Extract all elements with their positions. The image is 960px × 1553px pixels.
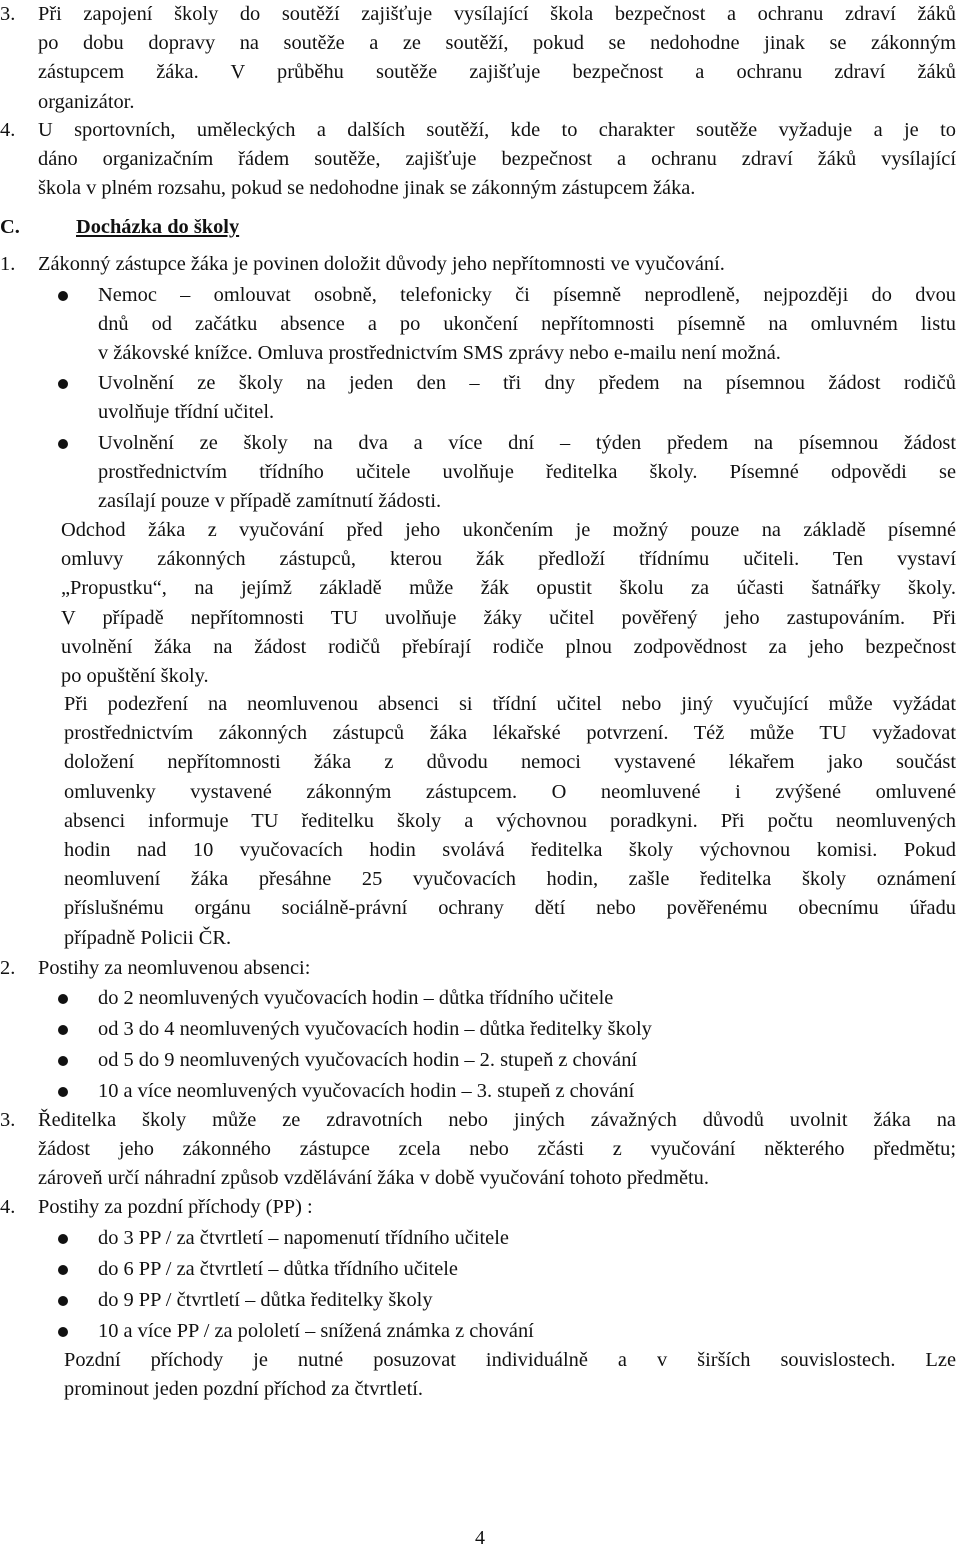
bullet-item [0,1286,960,1316]
bullet-text: do 9 PP / čtvrtletí – důtka ředitelky školy [98,1289,433,1311]
page-number: 4 [475,1527,485,1549]
text-line: absenci informuje TU ředitelku školy a výchovnou poradkyni. Při počtu neomluvených [64,809,956,832]
paragraph [98,369,956,427]
bullet-item [0,1077,960,1107]
text-line: prominout jeden pozdní příchod za čtvrtletí. [64,1378,423,1401]
list-number: 3. [0,1109,16,1131]
bullet-icon [58,1327,68,1337]
text-line: uvolnění žáka na žádost rodičů přebírají rodiče plnou zodpovědnost za jeho bezpečnost [61,635,956,658]
text-line: organizátor. [38,90,135,113]
text-line: U sportovních, uměleckých a dalších soutěží, kde to charakter soutěže vyžaduje a je to [38,119,956,141]
text-line: Při podezření na neomluvenou absenci si třídní učitel nebo jiný vyučující může vyžádat [64,693,956,715]
text-line: dnů od začátku absence a po ukončení nepřítomnosti písemně na omluvném listu [98,313,956,336]
bullet-item [0,984,960,1014]
text-line: Nemoc – omlouvat osobně, telefonicky či písemně neprodleně, nejpozději do dvou [98,284,956,306]
bullet-icon [58,1296,68,1306]
text-line: Pozdní příchody je nutné posuzovat individuálně a v širších souvislostech. Lze [64,1349,956,1371]
bullet-item [0,1224,960,1254]
bullet-text: do 6 PP / za čtvrtletí – důtka třídního učitele [98,1258,458,1280]
text-line: prostřednictvím zákonných zástupců žáka lékařské potvrzení. Též může TU vyžadovat [64,722,956,745]
list-number: 2. [0,957,16,979]
text-line: „Propustku“, na jejímž základě může žák opustit školu za účasti šatnářky školy. [61,577,956,600]
text-line: hodin nad 10 vyučovacích hodin svolává ředitelka školy výchovnou komisi. Pokud [64,839,956,862]
bullet-text: do 3 PP / za čtvrtletí – napomenutí třídního učitele [98,1227,509,1249]
paragraph [38,1106,956,1194]
paragraph [98,281,956,369]
bullet-icon [58,1056,68,1066]
bullet-item [0,1015,960,1045]
bullet-item [0,1317,960,1347]
bullet-item [0,1046,960,1076]
text-line: v žákovské knížce. Omluva prostřednictvím SMS zprávy nebo e-mailu není možná. [98,342,781,365]
text-line: Uvolnění ze školy na jeden den – tři dny předem na písemnou žádost rodičů [98,372,956,394]
bullet-icon [58,1087,68,1097]
text-line: Ředitelka školy může ze zdravotních nebo jiných závažných důvodů uvolnit žáka na [38,1109,956,1131]
text-line: omluvy zákonných zástupců, kterou žák předloží třídnímu učiteli. Ten vystaví [61,548,956,571]
text-line: zároveň určí náhradní způsob vzdělávání žáka v době vyučování tohoto předmětu. [38,1167,709,1190]
paragraph-pozdni [64,1346,956,1404]
paragraph-podezreni [64,690,956,953]
paragraph [38,0,956,117]
text-line: Odchod žáka z vyučování před jeho ukončením je možný pouze na základě písemné [61,519,956,541]
text-line: Zákonný zástupce žáka je povinen doložit důvody jeho nepřítomnosti ve vyučování. [38,253,725,275]
text-line: Uvolnění ze školy na dva a více dní – týden předem na písemnou žádost [98,432,956,454]
bullet-icon [58,1265,68,1275]
text-line: příslušnému orgánu sociálně-právní ochrany dětí nebo pověřenému obecnímu úřadu [64,897,956,920]
text-line: po dobu dopravy na soutěže a ze soutěží, pokud se nedohodne jinak se zákonným [38,32,956,55]
list-number: 4. [0,1196,16,1218]
bullet-item [0,369,960,429]
bullet-item [0,1255,960,1285]
text-line: prostřednictvím třídního učitele uvolňuje ředitelka školy. Písemné odpovědi se [98,461,956,484]
bullet-item [0,429,960,519]
bullet-text: do 2 neomluvených vyučovacích hodin – důtka třídního učitele [98,987,614,1009]
bullet-text: od 3 do 4 neomluvených vyučovacích hodin – důtka ředitelky školy [98,1018,652,1040]
bullet-text: 10 a více PP / za pololetí – snížená známka z chování [98,1320,534,1342]
text-line: omluvenky vystavené zákonným zástupcem. O neomluvené i zvýšené omluvené [64,780,956,803]
text-line: V případě nepřítomnosti TU uvolňuje žáky učitel pověřený jeho zastupováním. Při [61,606,956,629]
text-line: uvolňuje třídní učitel. [98,401,275,424]
paragraph [38,116,956,204]
list-number: 3. [0,3,16,25]
paragraph [98,429,956,517]
bullet-icon [58,994,68,1004]
bullet-text: od 5 do 9 neomluvených vyučovacích hodin – 2. stupeň z chování [98,1049,638,1071]
text-line: dáno organizačním řádem soutěže, zajišťuje bezpečnost a ochranu zdraví žáků vysílající [38,148,956,171]
bullet-icon [58,1234,68,1244]
text-line: po opuštění školy. [61,665,209,688]
text-line: Při zapojení školy do soutěží zajišťuje vysílající škola bezpečnost a ochranu zdraví žáků [38,3,956,25]
bullet-text: 10 a více neomluvených vyučovacích hodin – 3. stupeň z chování [98,1080,635,1102]
list-number: 1. [0,253,16,275]
text-line: doložení nepřítomnosti žáka z důvodu nemoci vystavené lékařem jako součást [64,751,956,774]
section-letter: C. [0,216,20,238]
bullet-icon [58,379,68,389]
text-line: zasílají pouze v případě zamítnutí žádosti. [98,490,442,513]
paragraph-odchod [61,516,956,691]
text-line: Postihy za neomluvenou absenci: [38,957,311,979]
text-line: škola v plném rozsahu, pokud se nedohodne jinak se zákonným zástupcem žáka. [38,177,696,200]
bullet-icon [58,291,68,301]
section-title: Docházka do školy [76,216,240,238]
text-line: případně Policii ČR. [64,926,232,949]
text-line: zástupcem žáka. V průběhu soutěže zajišťuje bezpečnost a ochranu zdraví žáků [38,61,956,84]
bullet-item [0,281,960,371]
text-line: Postihy za pozdní příchody (PP) : [38,1196,313,1218]
bullet-icon [58,1025,68,1035]
list-number: 4. [0,119,16,141]
bullet-icon [58,439,68,449]
text-line: neomluvení žáka přesáhne 25 vyučovacích hodin, zašle ředitelka školy oznámení [64,868,956,891]
text-line: žádost jeho zákonného zástupce zcela nebo zčásti z vyučování některého předmětu; [38,1138,956,1161]
